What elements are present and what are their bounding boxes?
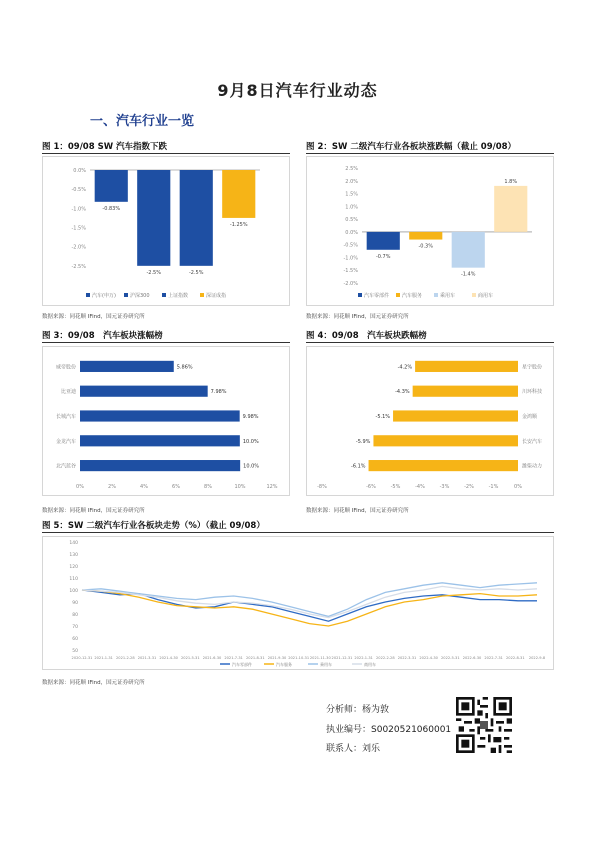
fig1-legend-swatch — [162, 293, 166, 297]
fig2-ytick: 0.0% — [345, 229, 358, 236]
fig1-legend-label: 上证指数 — [168, 293, 189, 299]
fig1-legend-swatch — [86, 293, 90, 297]
fig4-xtick: -6% — [366, 484, 376, 490]
fig1-value-label: -2.5% — [188, 269, 204, 276]
fig2-bar — [367, 232, 400, 250]
fig2-legend-label: 汽车零部件 — [364, 293, 390, 299]
fig5-ytick: 140 — [69, 541, 78, 546]
fig4-value-label: -6.1% — [351, 463, 366, 470]
fig1-ytick: -2.5% — [71, 263, 86, 270]
fig4-bar — [369, 460, 518, 471]
fig2-bar — [409, 232, 442, 240]
fig4-chart — [306, 346, 554, 496]
page-title: 9月8日汽车行业动态 — [217, 81, 378, 100]
fig4-bar — [413, 386, 518, 397]
fig1-ytick: -0.5% — [71, 187, 86, 194]
fig5-xtick: 2021-12-31 — [331, 656, 353, 660]
fig5-xtick: 2022-3-31 — [397, 656, 417, 660]
fig1-ytick: 0.0% — [73, 168, 86, 174]
fig3-category-label: 长城汽车 — [55, 414, 76, 420]
fig4-rule — [306, 342, 554, 343]
fig5-legend-label: 汽车零部件 — [232, 662, 252, 667]
fig2-ytick: -1.5% — [343, 268, 358, 275]
fig3-category-label: 金龙汽车 — [55, 438, 76, 445]
fig2-chart — [306, 156, 554, 306]
fig3-bar — [80, 460, 240, 471]
fig5-xtick: 2022-4-30 — [419, 656, 438, 660]
fig5-ytick: 100 — [69, 589, 78, 594]
fig2-source: 数据来源：同花顺 IFind，国元证券研究所 — [306, 314, 409, 320]
fig5-xtick: 2022-8-31 — [506, 656, 525, 660]
fig3-bar — [80, 410, 240, 421]
fig5-xtick: 2022-6-30 — [462, 656, 482, 660]
fig5-ytick: 90 — [72, 601, 78, 606]
fig1-value-label: -0.83% — [102, 205, 121, 212]
fig1-bar — [180, 170, 213, 266]
fig5-ytick: 70 — [72, 625, 78, 630]
fig1-bar — [222, 170, 255, 218]
fig5-chart — [42, 536, 554, 670]
fig3-rule — [42, 342, 290, 343]
fig4-xtick: -3% — [439, 484, 450, 490]
fig2-legend-swatch — [472, 293, 476, 297]
fig2-legend-label: 乘用车 — [440, 293, 456, 299]
fig5-xtick: 2021-9-30 — [267, 656, 287, 660]
fig2-caption: 图 2：SW 二级汽车行业各板块涨跌幅（截止 09/08） — [306, 142, 517, 152]
fig5-xtick: 2021-11-30 — [309, 656, 331, 660]
fig4-bar — [373, 435, 518, 446]
fig5-xtick: 2022-2-28 — [376, 656, 395, 660]
fig1-ytick: -2.0% — [71, 244, 86, 251]
fig3-value-label: 5.86% — [176, 364, 193, 371]
fig4-value-label: -5.1% — [375, 414, 391, 420]
fig4-value-label: -4.2% — [397, 364, 413, 371]
fig5-legend-label: 乘用车 — [320, 662, 332, 667]
fig5-xtick: 2021-2-28 — [116, 656, 135, 660]
fig1-caption: 图 1：09/08 SW 汽车指数下跌 — [42, 142, 168, 152]
fig4-bar — [415, 361, 518, 372]
fig4-category-label: 川环科技 — [522, 389, 543, 396]
fig4-source: 数据来源：同花顺 IFind，国元证券研究所 — [306, 508, 409, 514]
fig2-legend-swatch — [396, 293, 400, 297]
fig1-legend-label: 沪深300 — [130, 293, 150, 299]
fig1-legend-swatch — [200, 293, 204, 297]
fig1-legend-label: 汽车(申万) — [92, 293, 116, 299]
fig3-source: 数据来源：同花顺 IFind，国元证券研究所 — [42, 508, 145, 514]
fig5-ytick: 110 — [69, 577, 78, 582]
fig5-xtick: 2022-7-31 — [484, 656, 503, 660]
fig4-xtick: -4% — [415, 484, 425, 490]
fig5-ytick: 60 — [72, 637, 78, 642]
fig5-xtick: 2022-1-31 — [354, 656, 373, 660]
fig2-ytick: 0.5% — [345, 217, 358, 224]
qr-code-icon — [456, 697, 512, 753]
fig5-xtick: 2021-3-31 — [137, 656, 157, 660]
fig3-value-label: 10.0% — [242, 438, 259, 445]
fig2-ytick: 2.0% — [345, 178, 358, 185]
fig1-legend-swatch — [124, 293, 128, 297]
fig2-value-label: -0.3% — [418, 243, 434, 250]
fig1-ytick: -1.5% — [71, 225, 86, 232]
fig2-ytick: -2.0% — [343, 281, 358, 287]
fig2-legend-swatch — [358, 293, 362, 297]
fig3-xtick: 2% — [108, 484, 116, 490]
fig2-legend-label: 商用车 — [478, 293, 494, 299]
fig5-xtick: 2020-12-31 — [71, 656, 93, 660]
fig3-caption: 图 3：09/08 汽车板块涨幅榜 — [42, 331, 163, 341]
fig2-ytick: -0.5% — [343, 242, 358, 249]
fig5-xtick: 2021-1-31 — [94, 656, 113, 660]
fig2-ytick: 1.5% — [345, 191, 358, 198]
fig3-xtick: 6% — [172, 484, 180, 490]
fig4-xtick: -8% — [317, 484, 327, 490]
fig3-bar — [80, 361, 174, 372]
fig5-xtick: 2022-5-31 — [441, 656, 460, 660]
fig5-xtick: 2021-6-30 — [202, 656, 222, 660]
fig5-rule — [42, 532, 554, 533]
fig1-source: 数据来源：同花顺 IFind，国元证券研究所 — [42, 314, 145, 320]
fig3-xtick: 0% — [76, 484, 84, 490]
analyst-license: 执业编号：S0020521060001 — [326, 725, 452, 735]
fig2-bar — [452, 232, 485, 268]
fig5-frame — [43, 537, 554, 670]
fig3-value-label: 7.98% — [210, 389, 227, 396]
fig4-bar — [393, 410, 518, 421]
fig3-category-label: 北汽蓝谷 — [55, 463, 76, 470]
fig1-ytick: -1.0% — [71, 206, 86, 213]
fig3-value-label: 9.98% — [242, 414, 259, 420]
fig2-legend-label: 汽车服务 — [402, 293, 423, 299]
fig5-xtick: 2021-8-31 — [246, 656, 265, 660]
fig5-legend-label: 商用车 — [364, 662, 376, 667]
fig2-value-label: -1.4% — [460, 271, 476, 278]
fig2-ytick: 1.0% — [345, 204, 358, 211]
fig2-legend-swatch — [434, 293, 438, 297]
fig1-rule — [42, 153, 290, 154]
fig5-xtick: 2021-7-31 — [224, 656, 243, 660]
section-heading: 一、汽车行业一览 — [90, 114, 195, 129]
fig5-caption: 图 5：SW 二级汽车行业各板块走势（%）（截止 09/08） — [42, 521, 265, 531]
fig1-chart — [42, 156, 290, 306]
fig4-value-label: -5.9% — [355, 438, 371, 445]
fig3-xtick: 10% — [234, 484, 246, 490]
fig1-value-label: -1.25% — [229, 221, 248, 228]
fig5-xtick: 2021-10-31 — [288, 656, 310, 660]
fig5-ytick: 120 — [69, 565, 78, 570]
fig3-bar — [80, 435, 240, 446]
fig1-bar — [95, 170, 128, 202]
fig4-category-label: 金鸿顺 — [522, 414, 538, 420]
fig2-rule — [306, 153, 554, 154]
fig4-category-label: 长安汽车 — [522, 438, 543, 445]
fig4-value-label: -4.3% — [395, 389, 410, 396]
fig4-xtick: 0% — [514, 484, 522, 490]
fig3-xtick: 8% — [204, 484, 212, 490]
fig5-ytick: 50 — [72, 649, 78, 654]
fig2-value-label: -0.7% — [375, 253, 391, 260]
fig3-category-label: 威帝股份 — [55, 364, 76, 371]
contact-name: 联系人：刘乐 — [326, 744, 381, 754]
fig5-ytick: 80 — [72, 613, 78, 618]
fig5-source: 数据来源：同花顺 IFind，国元证券研究所 — [42, 680, 145, 686]
fig3-bar — [80, 386, 208, 397]
fig3-category-label: 比亚迪 — [60, 389, 76, 396]
fig5-ytick: 130 — [69, 553, 78, 558]
fig5-series-line — [82, 586, 537, 617]
fig4-xtick: -1% — [488, 484, 499, 490]
fig5-xtick: 2022-9-8 — [528, 656, 546, 660]
fig1-bar — [137, 170, 170, 266]
fig1-value-label: -2.5% — [146, 269, 162, 276]
fig3-chart — [42, 346, 290, 496]
fig5-xtick: 2021-5-31 — [181, 656, 200, 660]
fig2-ytick: 2.5% — [345, 166, 358, 172]
fig3-xtick: 4% — [140, 484, 148, 490]
analyst-name: 分析师：杨为敦 — [326, 705, 390, 715]
fig4-category-label: 潍柴动力 — [522, 463, 543, 470]
fig4-xtick: -5% — [390, 484, 401, 490]
fig4-category-label: 星宇股份 — [522, 364, 543, 371]
fig2-ytick: -1.0% — [343, 255, 358, 262]
fig4-xtick: -2% — [464, 484, 474, 490]
fig3-value-label: 10.0% — [243, 463, 260, 470]
fig5-legend-label: 汽车服务 — [276, 662, 292, 667]
fig4-caption: 图 4：09/08 汽车板块跌幅榜 — [306, 331, 427, 341]
fig2-bar — [494, 186, 527, 232]
fig5-xtick: 2021-4-30 — [159, 656, 178, 660]
fig1-legend-label: 深证成指 — [206, 293, 227, 299]
fig3-xtick: 12% — [266, 484, 278, 490]
fig2-value-label: 1.8% — [504, 178, 518, 185]
